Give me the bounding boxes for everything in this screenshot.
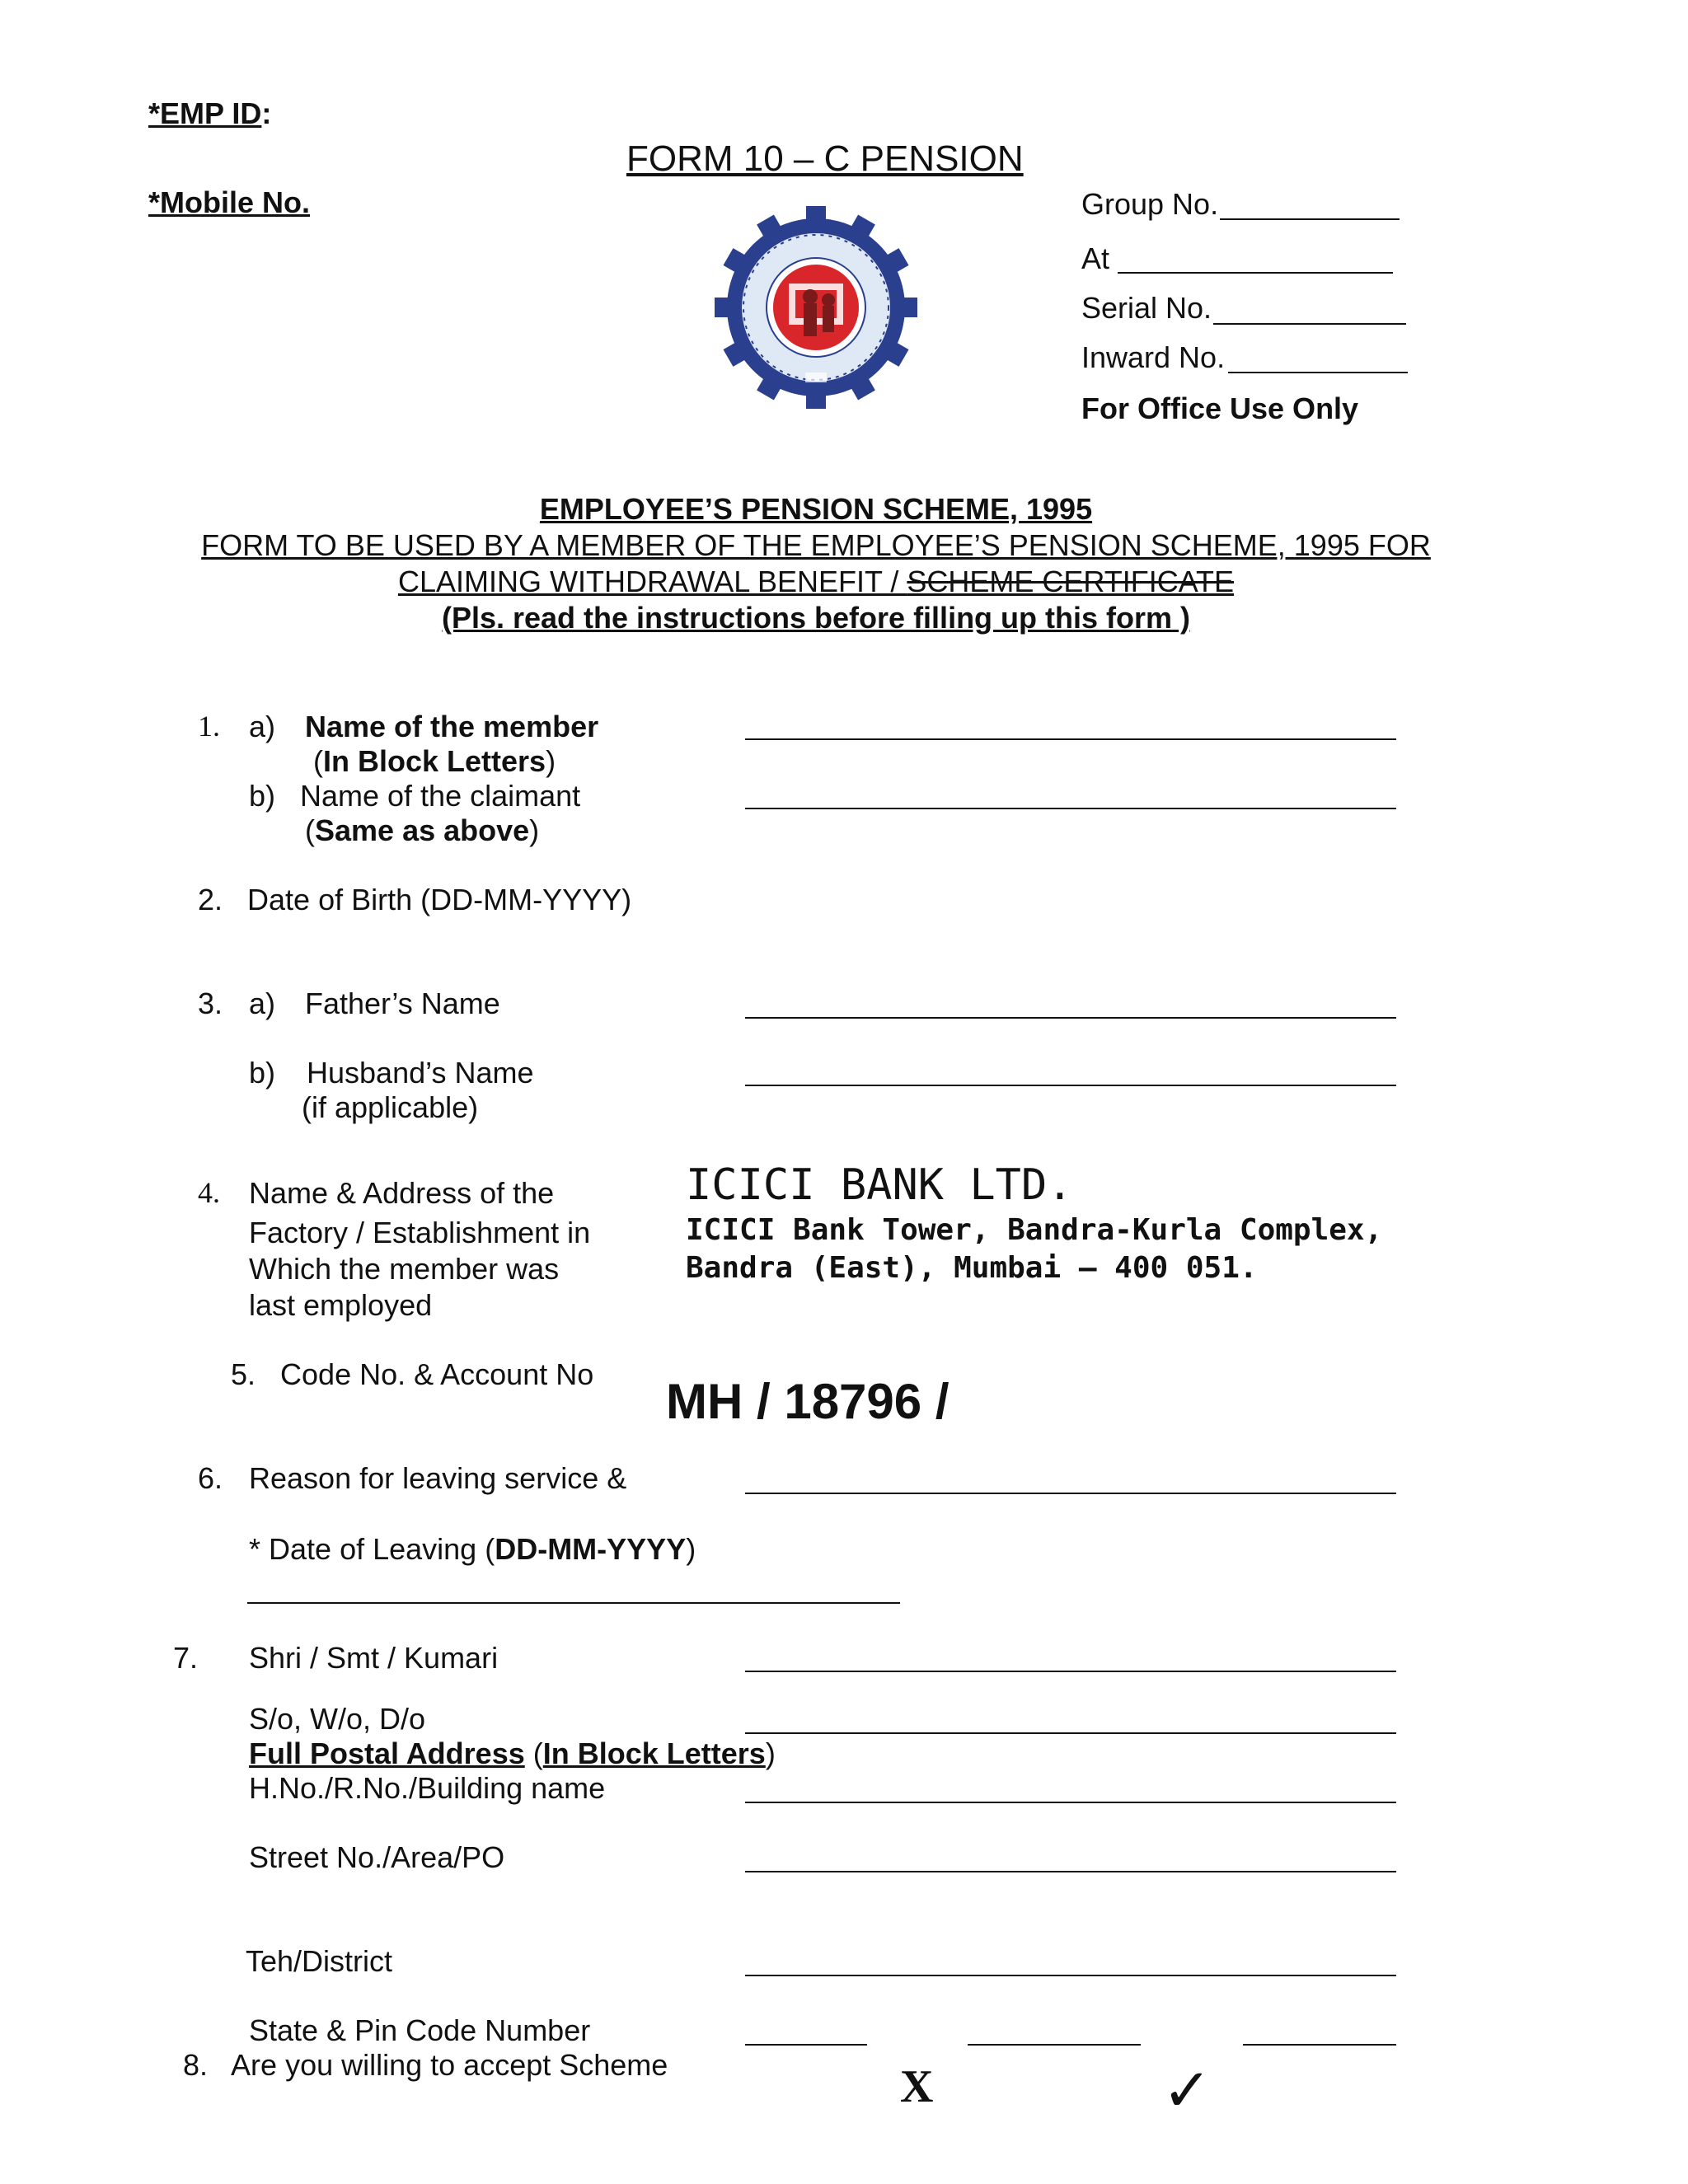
q3-number: 3. <box>198 987 223 1020</box>
q3b-label: Husband’s Name <box>307 1056 534 1090</box>
group-no-field[interactable] <box>1220 218 1400 220</box>
q4-line3: Which the member was <box>249 1252 560 1286</box>
shri-smt-field[interactable] <box>745 1671 1396 1672</box>
employer-address-1: ICICI Bank Tower, Bandra-Kurla Complex, <box>686 1213 1383 1247</box>
inward-no-field[interactable] <box>1228 372 1408 373</box>
q6-date-of-leaving: * Date of Leaving (DD-MM-YYYY) <box>249 1532 696 1566</box>
state-pin-field-3[interactable] <box>1243 2044 1396 2046</box>
employer-address-2: Bandra (East), Mumbai – 400 051. <box>686 1251 1258 1285</box>
scheme-title: EMPLOYEE’S PENSION SCHEME, 1995 <box>539 492 1093 526</box>
q2-label: 2. Date of Birth (DD-MM-YYYY) <box>198 883 632 916</box>
option-yes-checkmark[interactable]: ✓ <box>1162 2055 1212 2125</box>
serial-no-field[interactable] <box>1213 323 1406 325</box>
q1b-sub: (Same as above) <box>305 813 540 847</box>
leaving-reason-field[interactable] <box>745 1493 1396 1494</box>
q7-relation: S/o, W/o, D/o <box>249 1702 426 1736</box>
q6-number: 6. <box>198 1461 223 1495</box>
q6-label: Reason for leaving service & <box>249 1461 627 1495</box>
group-no-label: Group No. <box>1081 187 1219 221</box>
q3b-letter: b) <box>249 1056 276 1090</box>
q5-label: 5. Code No. & Account No <box>231 1357 594 1391</box>
claimant-name-field[interactable] <box>745 808 1396 809</box>
option-no-mark[interactable]: X <box>900 2061 934 2112</box>
q7-house: H.No./R.No./Building name <box>249 1771 606 1805</box>
state-pin-field-1[interactable] <box>745 2044 867 2046</box>
q7-street: Street No./Area/PO <box>249 1840 505 1874</box>
q1a-label: Name of the member <box>305 710 599 743</box>
state-pin-field-2[interactable] <box>968 2044 1141 2046</box>
street-field[interactable] <box>745 1871 1396 1872</box>
q7-state-pin: State & Pin Code Number <box>249 2013 591 2047</box>
at-field[interactable] <box>1118 272 1393 274</box>
q1a-sub: (In Block Letters) <box>313 744 556 778</box>
q7-label: Shri / Smt / Kumari <box>249 1641 499 1675</box>
office-use-note: For Office Use Only <box>1081 391 1359 425</box>
q7-district: Teh/District <box>246 1944 393 1978</box>
district-field[interactable] <box>745 1975 1396 1976</box>
mobile-label: *Mobile No. <box>148 185 311 219</box>
serial-no-label: Serial No. <box>1081 291 1212 325</box>
q1b-label: Name of the claimant <box>300 779 581 813</box>
husband-name-field[interactable] <box>745 1085 1396 1086</box>
emp-id-label: *EMP ID: <box>148 96 272 130</box>
q7-number: 7. <box>173 1641 199 1675</box>
relation-field[interactable] <box>745 1732 1396 1734</box>
epfo-logo <box>713 204 919 410</box>
inward-no-label: Inward No. <box>1081 340 1226 374</box>
q4-line4: last employed <box>249 1288 433 1322</box>
date-of-leaving-field[interactable] <box>247 1602 900 1604</box>
q4-line2: Factory / Establishment in <box>249 1216 591 1249</box>
q1-number: 1. <box>198 710 220 743</box>
q1b-letter: b) <box>249 779 276 813</box>
member-name-field[interactable] <box>745 738 1396 740</box>
code-account-number: MH / 18796 / <box>666 1374 950 1429</box>
scheme-line2: CLAIMING WITHDRAWAL BENEFIT / SCHEME CERTIFICATE <box>397 565 1235 598</box>
scheme-note: (Pls. read the instructions before filling up this form ) <box>441 601 1191 635</box>
at-label: At <box>1081 241 1110 275</box>
house-field[interactable] <box>745 1802 1396 1803</box>
q7-postal-address-heading: Full Postal Address (In Block Letters) <box>249 1736 776 1770</box>
q4-number: 4. <box>198 1176 220 1209</box>
q1a-letter: a) <box>249 710 276 743</box>
father-name-field[interactable] <box>745 1017 1396 1019</box>
q3a-letter: a) <box>249 987 276 1020</box>
scheme-line1: FORM TO BE USED BY A MEMBER OF THE EMPLOYEE’S PENSION SCHEME, 1995 FOR <box>201 528 1431 562</box>
q4-line1: Name & Address of the <box>249 1176 555 1210</box>
q3b-sub: (if applicable) <box>302 1090 479 1124</box>
employer-name: ICICI BANK LTD. <box>686 1160 1073 1210</box>
q3a-label: Father’s Name <box>305 987 500 1020</box>
form-title: FORM 10 – C PENSION <box>626 138 1024 179</box>
q8-label: 8. Are you willing to accept Scheme <box>183 2048 668 2082</box>
